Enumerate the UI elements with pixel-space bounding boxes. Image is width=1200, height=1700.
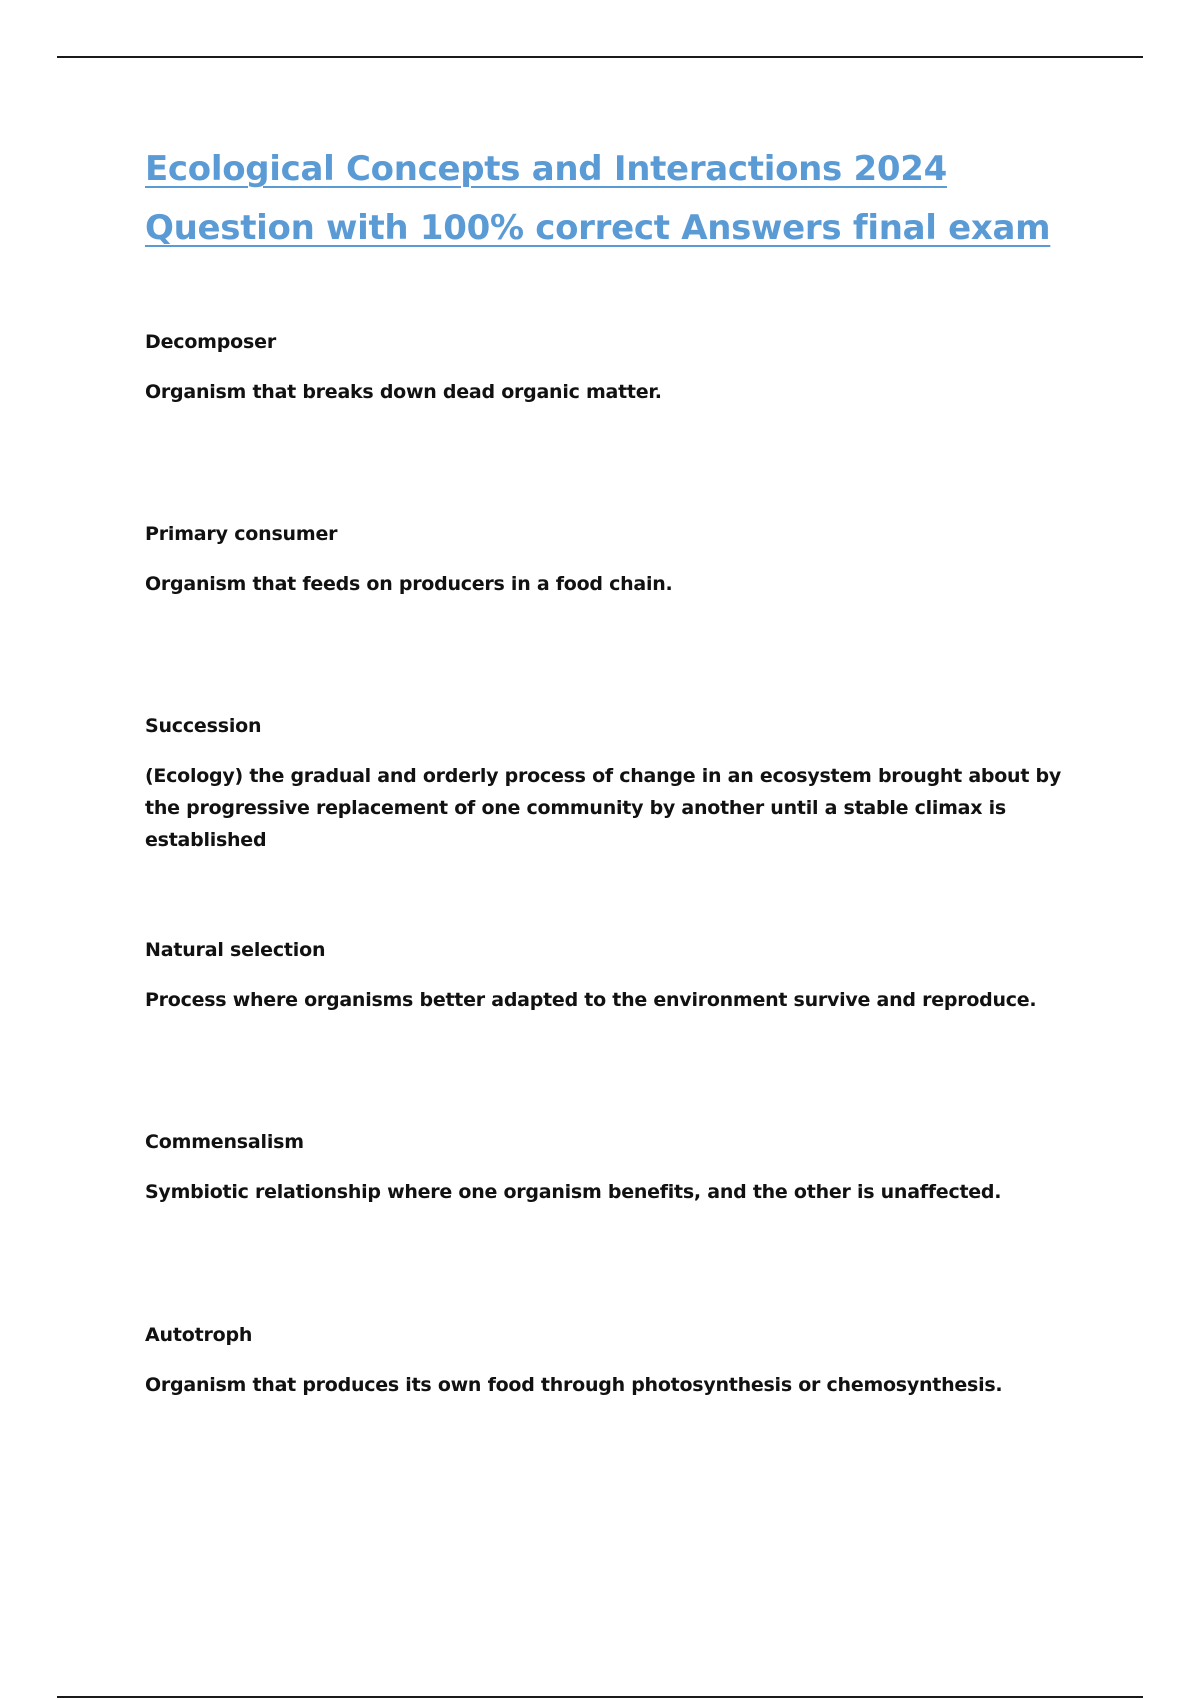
entry-definition: Organism that produces its own food through photosynthesis or chemosynthesis. [145, 1374, 1003, 1396]
qa-entry-primary-consumer [145, 522, 1065, 600]
entry-definition: Process where organisms better adapted to the environment survive and reproduce. [145, 989, 1037, 1011]
entry-term: Natural selection [145, 939, 326, 961]
qa-entry-decomposer [145, 330, 1065, 408]
qa-entry-natural-selection [145, 938, 1065, 1016]
document-title-line-2: Question with 100% correct Answers final exam [145, 208, 1051, 248]
entry-definition: (Ecology) the gradual and orderly process of change in an ecosystem brought about by the progressive replacement of one community by another until a stable climax is established [145, 765, 1062, 851]
top-horizontal-rule [57, 56, 1143, 58]
entry-term: Decomposer [145, 331, 276, 353]
qa-entry-succession [145, 714, 1065, 856]
entry-term: Primary consumer [145, 523, 338, 545]
document-title [145, 140, 1085, 258]
entry-term: Commensalism [145, 1131, 304, 1153]
entry-term: Succession [145, 715, 262, 737]
qa-entry-autotroph [145, 1323, 1065, 1401]
qa-entry-commensalism [145, 1130, 1065, 1208]
document-title-line-1: Ecological Concepts and Interactions 2024 [145, 149, 947, 189]
entry-term: Autotroph [145, 1324, 253, 1346]
bottom-horizontal-rule [57, 1696, 1143, 1698]
entry-definition: Organism that feeds on producers in a food chain. [145, 573, 673, 595]
entry-definition: Symbiotic relationship where one organism benefits, and the other is unaffected. [145, 1181, 1002, 1203]
entry-definition: Organism that breaks down dead organic matter. [145, 381, 662, 403]
